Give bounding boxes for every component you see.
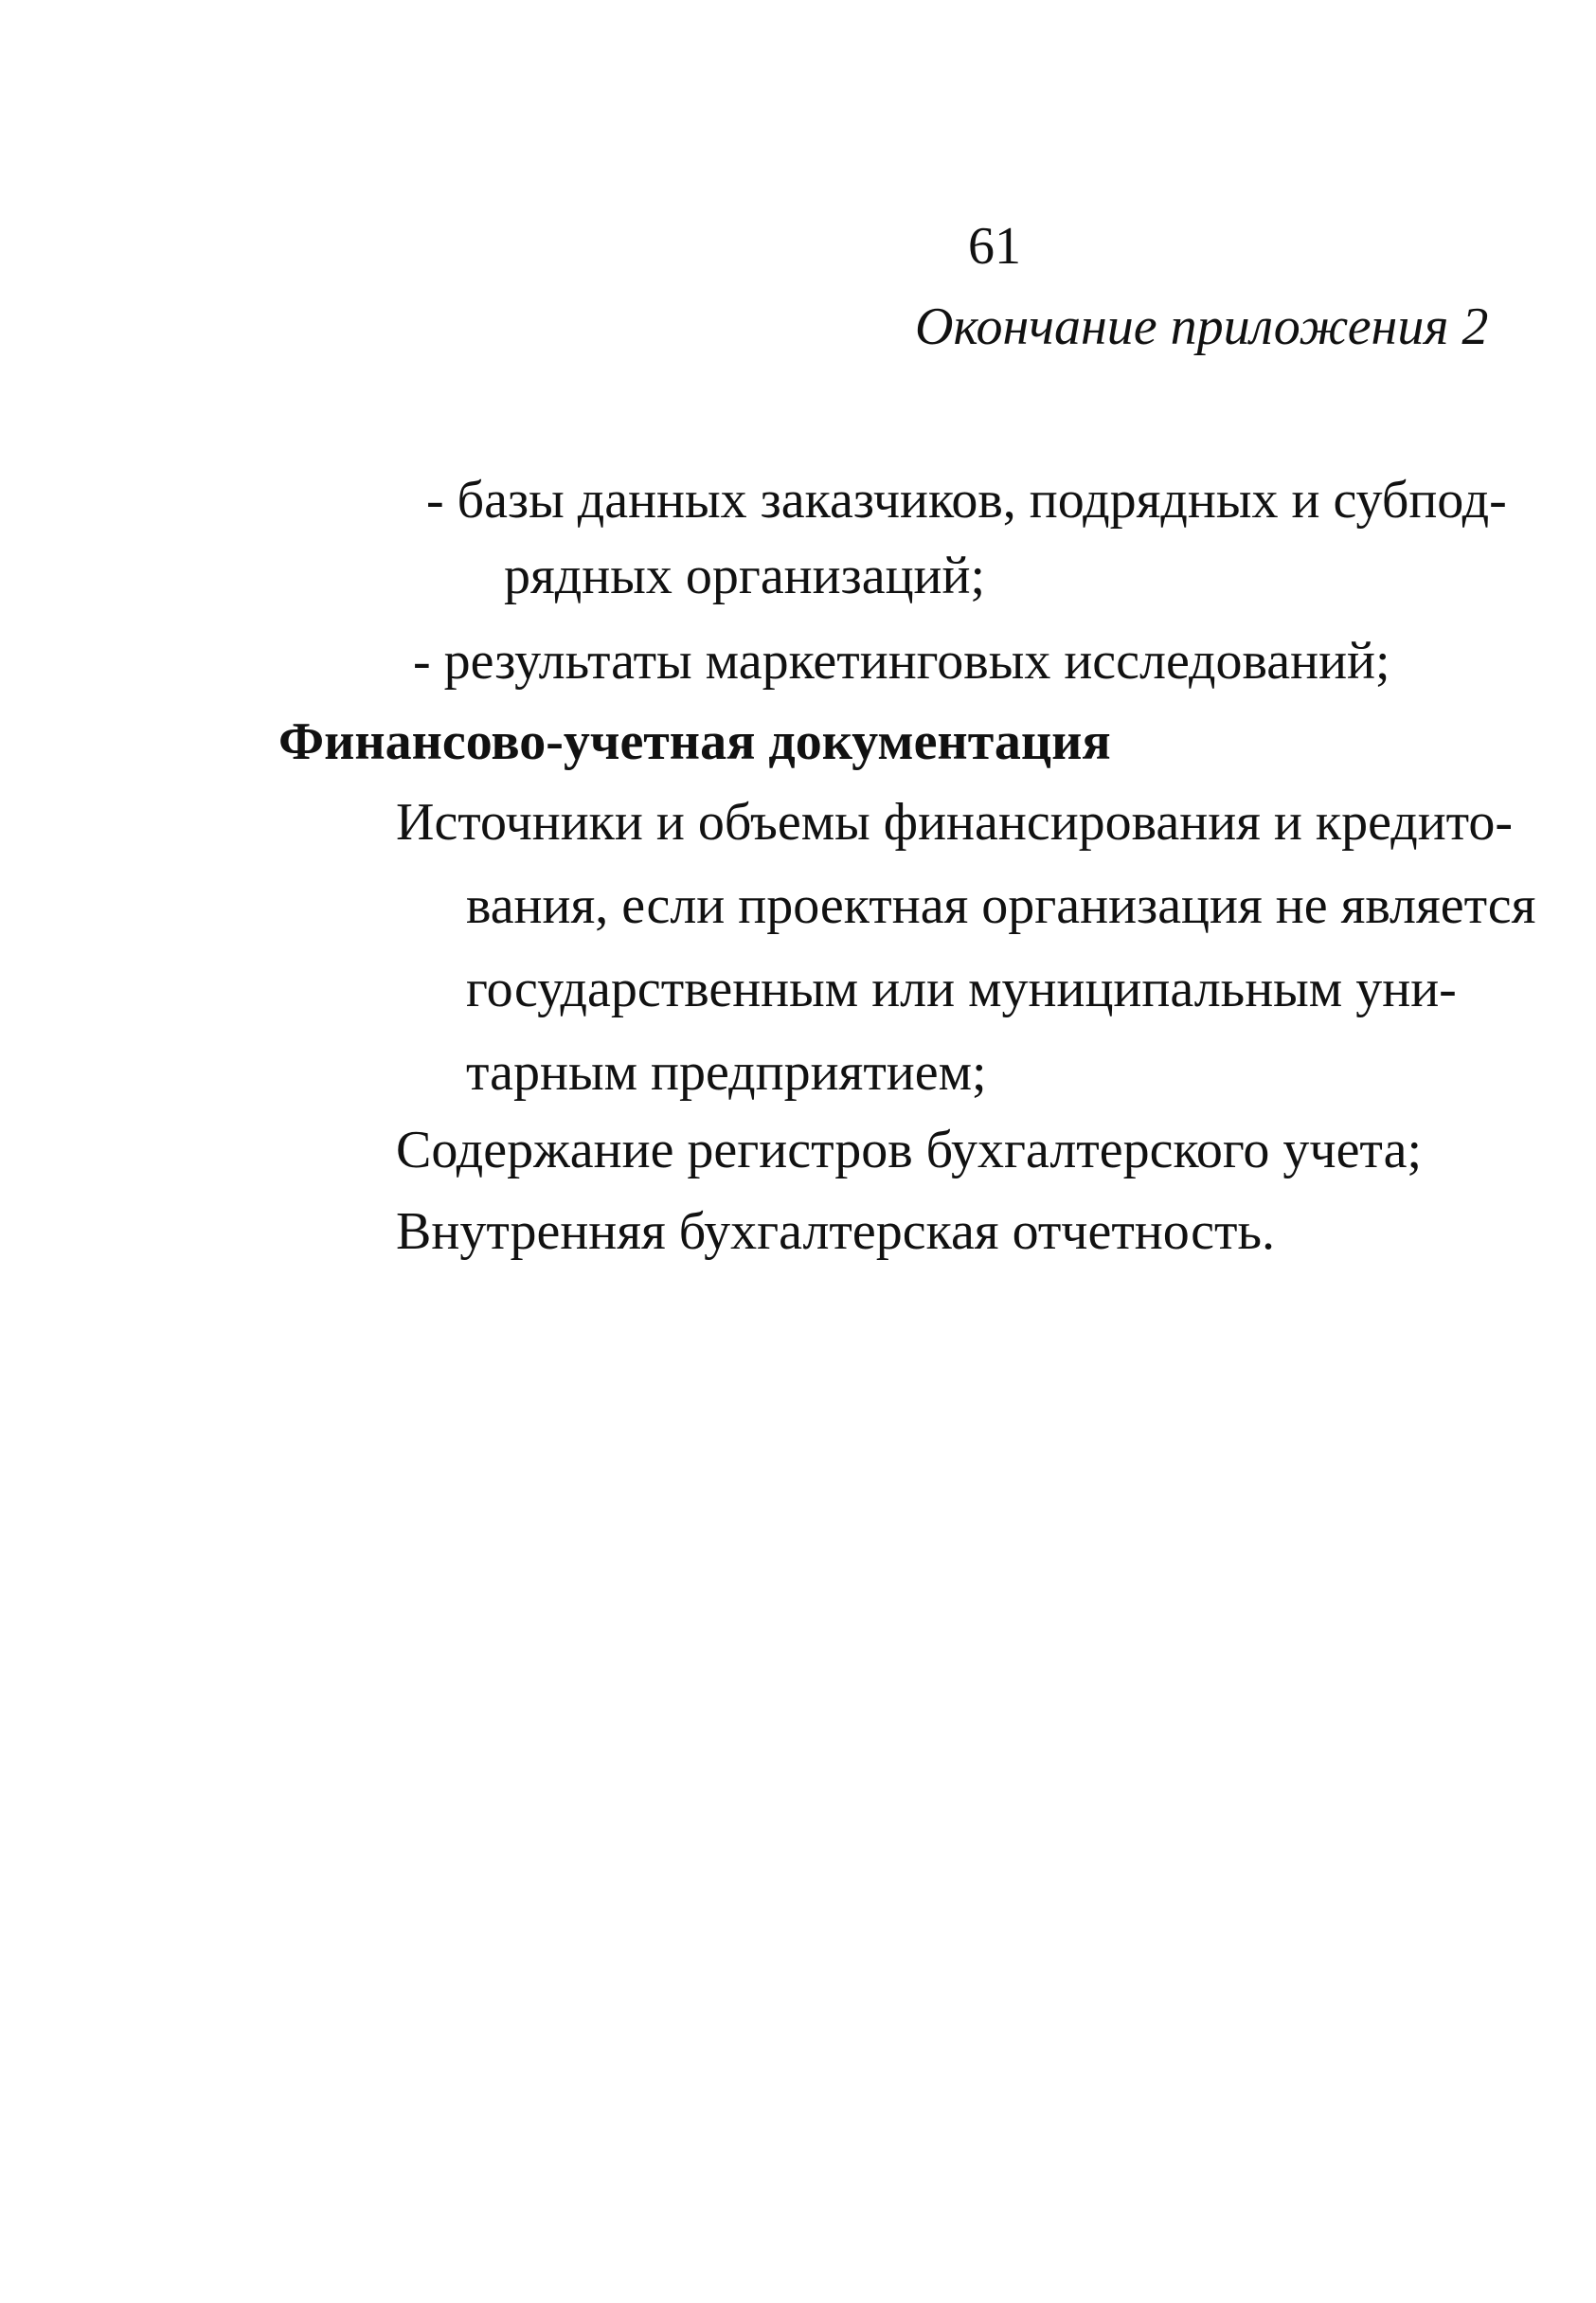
list-item-marketing-results: - результаты маркетинговых исследований;: [413, 632, 1390, 691]
list-item-customer-databases-cont: рядных организаций;: [504, 547, 986, 605]
paragraph-accounting-registers: Содержание регистров бухгалтерского учета;: [396, 1121, 1423, 1179]
paragraph-internal-reporting: Внутренняя бухгалтерская отчетность.: [396, 1202, 1276, 1261]
section-heading-financial: Финансово-учетная документация: [278, 712, 1111, 771]
page-number: 61: [968, 217, 1021, 276]
paragraph-financing-sources: Источники и объемы финансирования и кредито-: [396, 793, 1514, 852]
list-item-customer-databases: - базы данных заказчиков, подрядных и субпод-: [426, 471, 1507, 530]
paragraph-financing-sources-cont-2: государственным или муниципальным уни-: [466, 960, 1457, 1018]
paragraph-financing-sources-cont-1: вания, если проектная организация не является: [466, 876, 1536, 935]
paragraph-financing-sources-cont-3: тарным предприятием;: [466, 1043, 987, 1102]
appendix-note: Окончание приложения 2: [915, 297, 1489, 356]
